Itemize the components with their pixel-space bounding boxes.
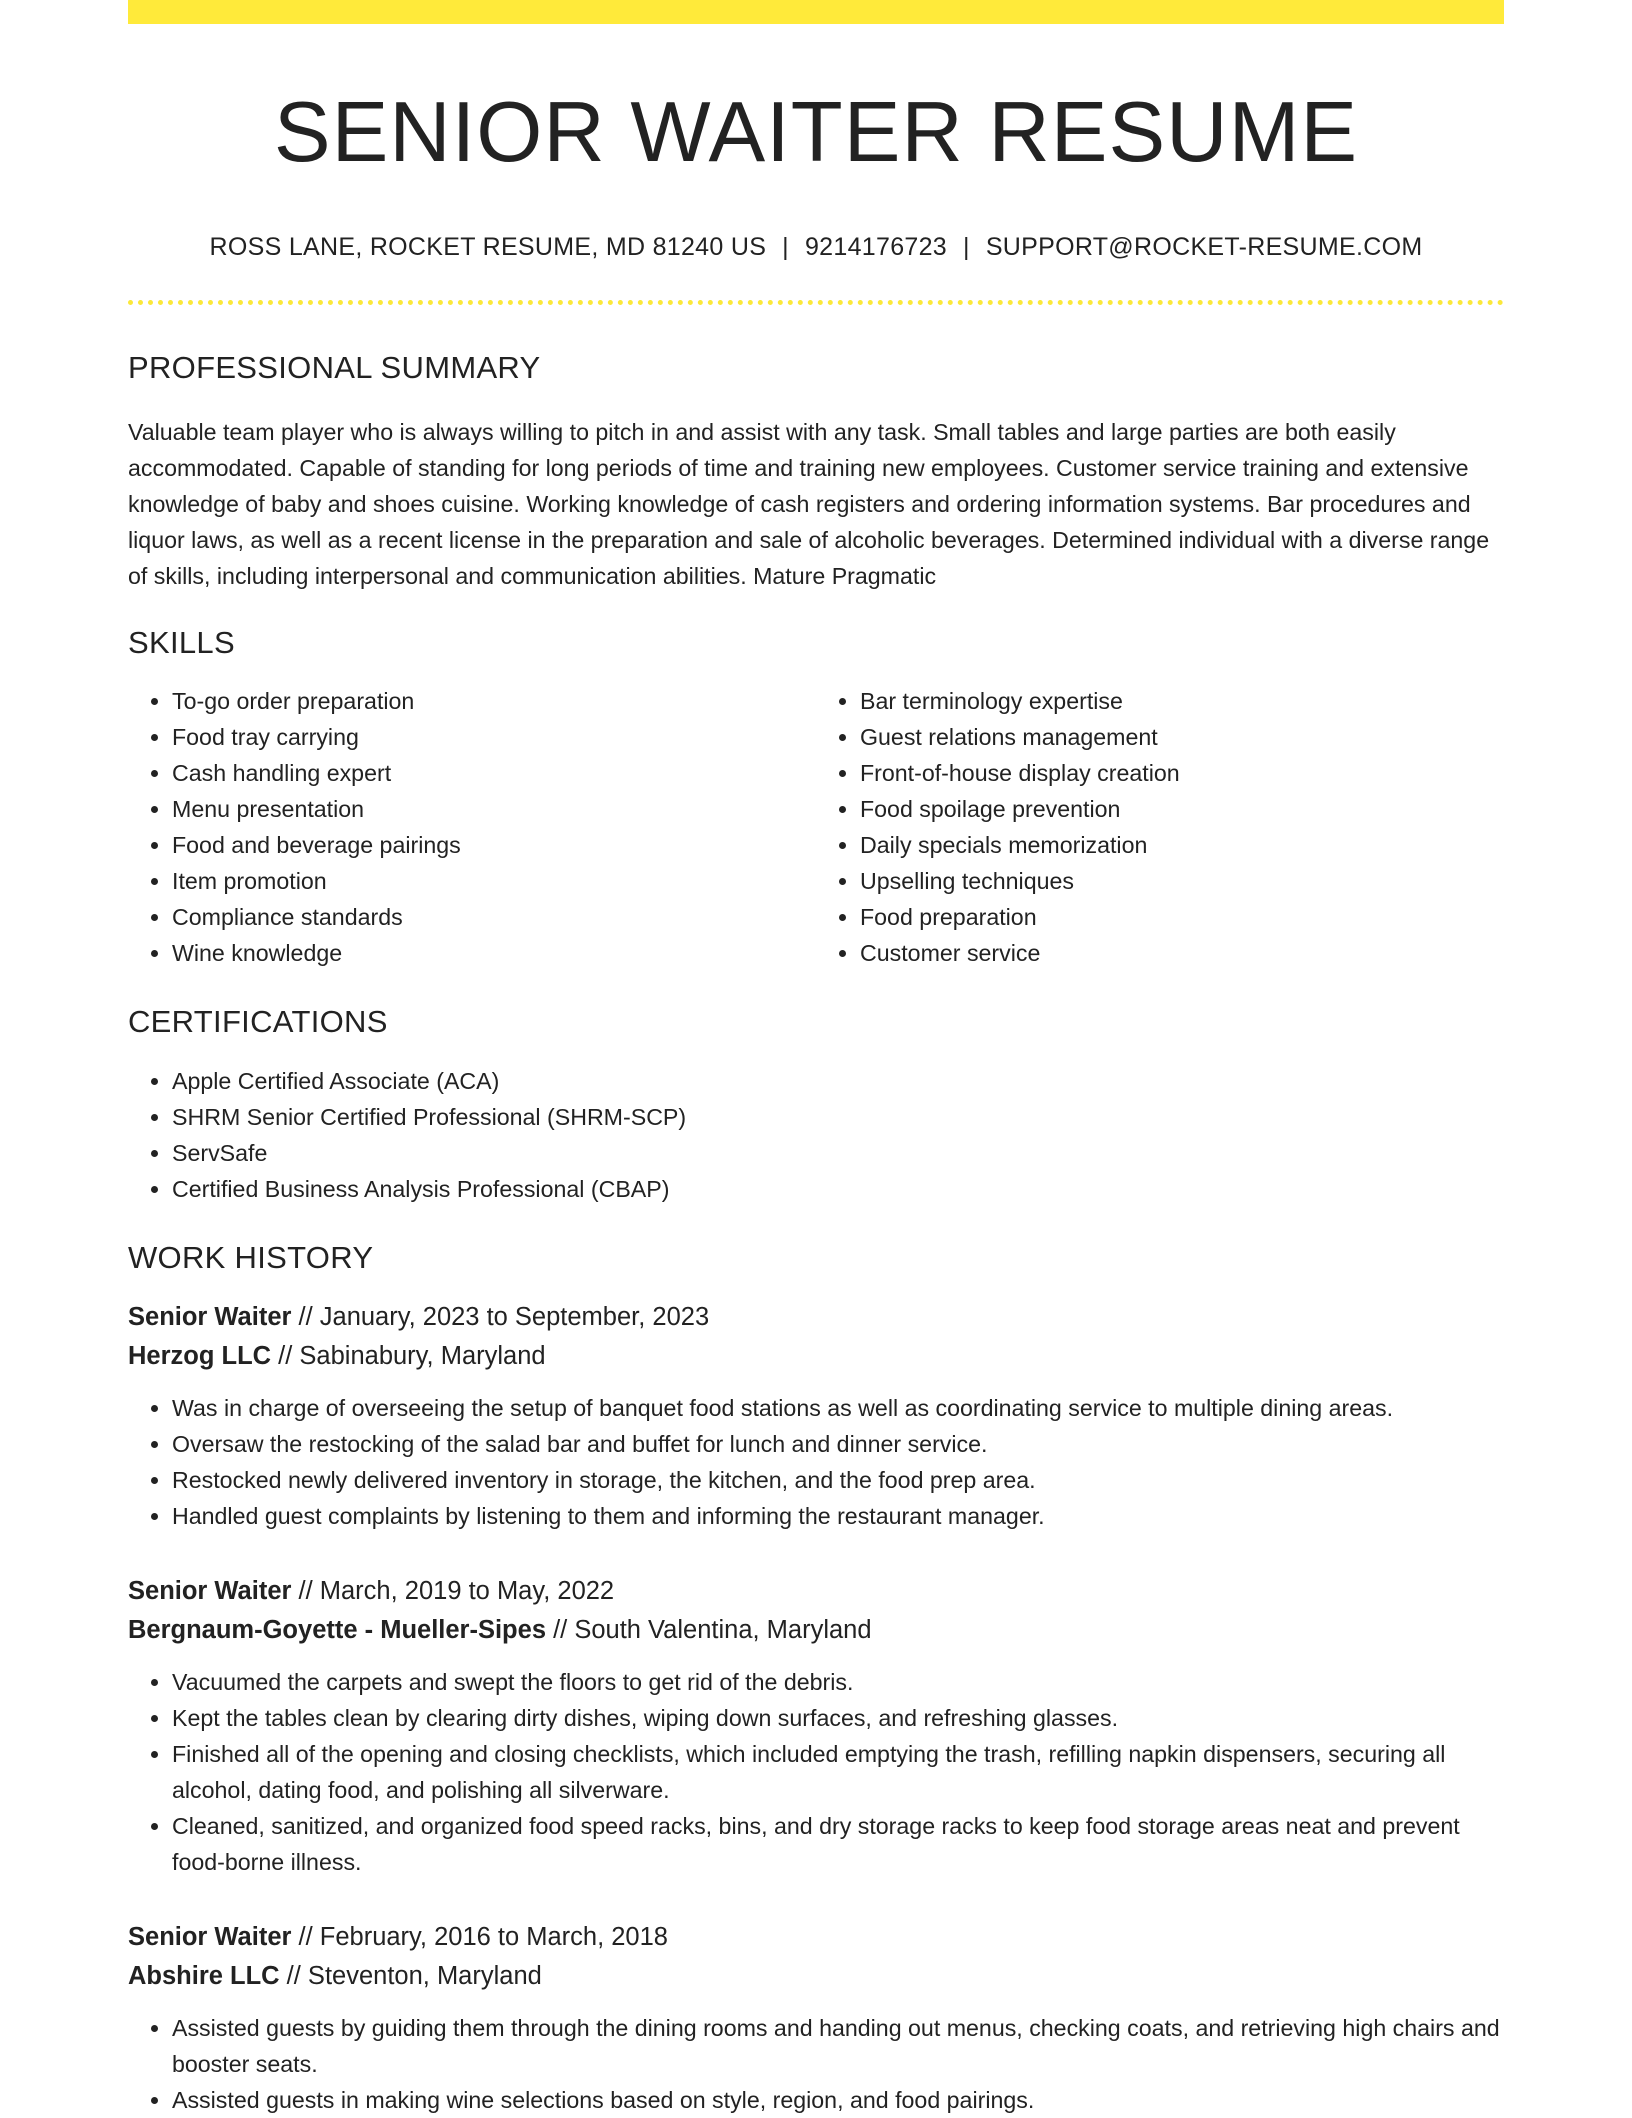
skill-item: • Food tray carrying xyxy=(172,719,816,755)
certifications-section xyxy=(128,1003,1504,1206)
job-company-line xyxy=(128,1611,1504,1650)
job-company: Bergnaum-Goyette - Mueller-Sipes xyxy=(128,1615,546,1644)
job-dates: // January, 2023 to September, 2023 xyxy=(291,1302,710,1331)
skill-item: • Cash handling expert xyxy=(172,755,816,791)
job-dates: // February, 2016 to March, 2018 xyxy=(291,1922,668,1951)
work-history-heading: WORK HISTORY xyxy=(128,1239,374,1275)
job-location: // South Valentina, Maryland xyxy=(546,1615,872,1644)
certification-item: • Apple Certified Associate (ACA) xyxy=(172,1063,1504,1099)
certification-item: • SHRM Senior Certified Professional (SHRM-SCP) xyxy=(172,1099,1504,1135)
job-dates: // March, 2019 to May, 2022 xyxy=(291,1576,615,1605)
job-company-line xyxy=(128,1957,1504,1996)
skill-item: • Guest relations management xyxy=(860,719,1504,755)
job-duty: • Vacuumed the carpets and swept the floors to get rid of the debris. xyxy=(172,1664,1504,1700)
work-history-section xyxy=(128,1239,1504,2118)
skill-item: • Food and beverage pairings xyxy=(172,827,816,863)
skill-item: • Food preparation xyxy=(860,899,1504,935)
skills-heading: SKILLS xyxy=(128,625,235,661)
skill-item: • Food spoilage prevention xyxy=(860,791,1504,827)
skill-item: • To-go order preparation xyxy=(172,683,816,719)
job-company: Abshire LLC xyxy=(128,1961,280,1990)
dotted-divider xyxy=(128,300,1504,305)
job-title: Senior Waiter xyxy=(128,1576,292,1605)
certifications-list xyxy=(128,1063,1504,1207)
skill-item: • Daily specials memorization xyxy=(860,827,1504,863)
job-title-line xyxy=(128,1572,1504,1611)
job-duty: • Kept the tables clean by clearing dirty dishes, wiping down surfaces, and refreshing glasses. xyxy=(172,1700,1504,1736)
job-company: Herzog LLC xyxy=(128,1341,272,1370)
certifications-heading: CERTIFICATIONS xyxy=(128,1004,388,1040)
job-entry xyxy=(128,1572,1504,1880)
skills-grid xyxy=(128,683,1504,971)
job-duty: • Cleaned, sanitized, and organized food speed racks, bins, and dry storage racks to keep food storage areas neat and prevent food-borne illness. xyxy=(172,1808,1504,1880)
contact-separator: | xyxy=(963,233,970,261)
job-duty: • Was in charge of overseeing the setup of banquet food stations as well as coordinating service to multiple dining areas. xyxy=(172,1390,1504,1426)
job-title: Senior Waiter xyxy=(128,1302,292,1331)
contact-address: ROSS LANE, ROCKET RESUME, MD 81240 US xyxy=(209,233,767,261)
contact-email: SUPPORT@ROCKET-RESUME.COM xyxy=(985,233,1423,261)
skill-item: • Upselling techniques xyxy=(860,863,1504,899)
skill-item: • Wine knowledge xyxy=(172,935,816,971)
job-duty: • Restocked newly delivered inventory in storage, the kitchen, and the food prep area. xyxy=(172,1462,1504,1498)
skill-item: • Compliance standards xyxy=(172,899,816,935)
summary-text: Valuable team player who is always willing to pitch in and assist with any task. Small tables and large parties are both easily accommodated. Capable of standing for long periods of time and training new employees. Customer service training and extensive knowledge of baby and shoes cuisine. Working knowledge of cash registers and ordering information systems. Bar procedures and liquor laws, as well as a recent license in the preparation and sale of alcoholic beverages. Determined individual with a diverse range of skills, including interpersonal and communication abilities. Mature Pragmatic xyxy=(128,419,1490,590)
summary-section xyxy=(128,349,1504,594)
skill-item: • Front-of-house display creation xyxy=(860,755,1504,791)
skill-item: • Bar terminology expertise xyxy=(860,683,1504,719)
job-duty: • Handled guest complaints by listening to them and informing the restaurant manager. xyxy=(172,1498,1504,1534)
summary-heading: PROFESSIONAL SUMMARY xyxy=(128,350,541,385)
certification-item: • Certified Business Analysis Professional (CBAP) xyxy=(172,1171,1504,1207)
job-title-line xyxy=(128,1298,1504,1337)
job-title: Senior Waiter xyxy=(128,1922,292,1951)
job-duties-list xyxy=(128,2010,1504,2118)
job-duty: • Assisted guests by guiding them through the dining rooms and handing out menus, checking coats, and retrieving high chairs and booster seats. xyxy=(172,2010,1504,2082)
job-title-line xyxy=(128,1918,1504,1957)
job-entry xyxy=(128,1298,1504,1534)
skill-item: • Item promotion xyxy=(172,863,816,899)
skills-section xyxy=(128,624,1504,971)
certification-item: • ServSafe xyxy=(172,1135,1504,1171)
contact-phone: 9214176723 xyxy=(804,233,948,261)
skills-list-left xyxy=(128,683,816,971)
job-duties-list xyxy=(128,1390,1504,1534)
skill-item: • Customer service xyxy=(860,935,1504,971)
job-entry xyxy=(128,1918,1504,2118)
top-accent-bar xyxy=(128,0,1504,24)
skill-item: • Menu presentation xyxy=(172,791,816,827)
contact-separator: | xyxy=(782,233,789,261)
job-duty: • Finished all of the opening and closing checklists, which included emptying the trash, refilling napkin dispensers, securing all alcohol, dating food, and polishing all silverware. xyxy=(172,1736,1504,1808)
job-duty: • Oversaw the restocking of the salad bar and buffet for lunch and dinner service. xyxy=(172,1426,1504,1462)
job-location: // Sabinabury, Maryland xyxy=(271,1341,546,1370)
job-duty: • Assisted guests in making wine selections based on style, region, and food pairings. xyxy=(172,2082,1504,2118)
job-location: // Steventon, Maryland xyxy=(279,1961,542,1990)
resume-page xyxy=(128,0,1504,2118)
skills-list-right xyxy=(816,683,1504,971)
page-title: SENIOR WAITER RESUME xyxy=(273,85,1359,180)
job-duties-list xyxy=(128,1664,1504,1880)
contact-line xyxy=(128,232,1504,262)
job-company-line xyxy=(128,1337,1504,1376)
